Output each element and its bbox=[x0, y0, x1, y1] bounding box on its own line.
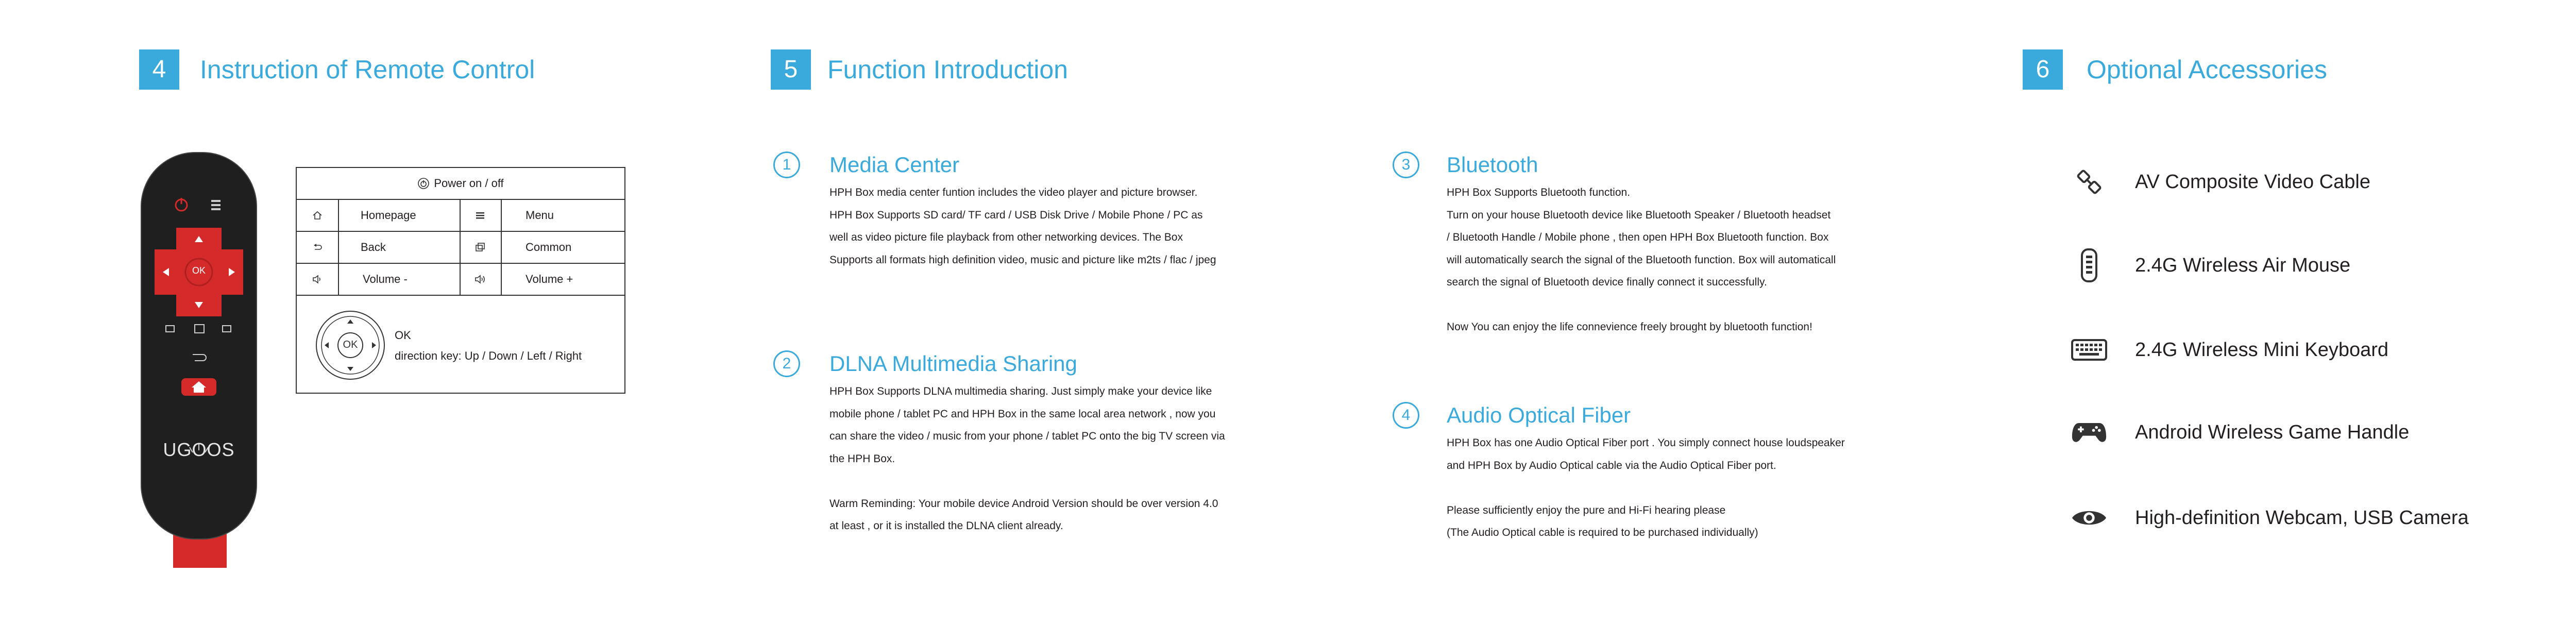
power-icon bbox=[417, 177, 430, 190]
text-line: Warm Reminding: Your mobile device Android Version should be over version 4.0 bbox=[829, 497, 1218, 510]
dlna-title: DLNA Multimedia Sharing bbox=[829, 351, 1077, 376]
text-line: the HPH Box. bbox=[829, 452, 895, 465]
text-line: HPH Box Supports DLNA multimedia sharing. Just simply make your device like bbox=[829, 385, 1212, 397]
webcam-icon bbox=[2071, 500, 2107, 536]
table-row bbox=[297, 200, 624, 232]
section-5-number: 5 bbox=[771, 49, 811, 90]
accessory-label: High-definition Webcam, USB Camera bbox=[2135, 507, 2469, 529]
text-line: well as video picture file playback from other networking devices. The Box bbox=[829, 231, 1183, 243]
accessory-item bbox=[2071, 164, 2370, 200]
text-line: at least , or it is installed the DLNA client already. bbox=[829, 520, 1063, 532]
accessory-item bbox=[2071, 332, 2388, 368]
accessory-label: 2.4G Wireless Mini Keyboard bbox=[2135, 339, 2389, 361]
keyboard-icon bbox=[2071, 332, 2107, 368]
text-line: Please sufficiently enjoy the pure and Hi-Fi hearing please bbox=[1447, 504, 1726, 516]
power-label: Power on / off bbox=[434, 177, 504, 190]
bluetooth-title: Bluetooth bbox=[1447, 153, 1538, 177]
function-number-2: 2 bbox=[773, 350, 800, 377]
menu-label: Menu bbox=[526, 209, 554, 222]
homepage-label: Homepage bbox=[361, 209, 416, 222]
text-line: and HPH Box by Audio Optical cable via the Audio Optical Fiber port. bbox=[1447, 459, 1776, 471]
back-label: Back bbox=[361, 241, 386, 254]
accessory-item bbox=[2071, 500, 2469, 536]
section-6-number: 6 bbox=[2023, 49, 2063, 90]
ok-label: OK bbox=[395, 329, 411, 342]
text-line: / Bluetooth Handle / Mobile phone , then open HPH Box Bluetooth function. Box bbox=[1447, 231, 1829, 243]
function-number-1: 1 bbox=[773, 151, 800, 178]
audio-optical-title: Audio Optical Fiber bbox=[1447, 403, 1631, 427]
direction-pad-icon bbox=[314, 309, 386, 381]
remote-logo: UGOOS bbox=[163, 439, 235, 460]
text-line: mobile phone / tablet PC and HPH Box in the same local area network , now you bbox=[829, 408, 1216, 420]
text-line: Now You can enjoy the life connevience freely brought by bluetooth function! bbox=[1447, 321, 1812, 333]
accessory-label: AV Composite Video Cable bbox=[2135, 171, 2370, 193]
media-center-title: Media Center bbox=[829, 153, 960, 177]
direction-key-label: direction key: Up / Down / Left / Right bbox=[395, 349, 582, 362]
ok-center-label: OK bbox=[343, 339, 358, 350]
text-line: HPH Box media center funtion includes the video player and picture browser. bbox=[829, 187, 1198, 198]
function-number-3: 3 bbox=[1393, 151, 1419, 178]
accessory-label: Android Wireless Game Handle bbox=[2135, 421, 2410, 443]
remote-key-table bbox=[296, 167, 625, 394]
audio-optical-text bbox=[1447, 432, 1845, 544]
text-line: Turn on your house Bluetooth device like Bluetooth Speaker / Bluetooth headset bbox=[1447, 209, 1831, 221]
cable-icon bbox=[2071, 164, 2107, 200]
text-line: (The Audio Optical cable is required to be purchased individually) bbox=[1447, 527, 1758, 538]
air-mouse-icon bbox=[2071, 247, 2107, 283]
section-4-title: Instruction of Remote Control bbox=[200, 55, 535, 84]
volume-up-icon bbox=[474, 273, 486, 285]
volume-up-label: Volume + bbox=[526, 273, 573, 285]
remote-ok-label: OK bbox=[192, 265, 206, 276]
back-icon bbox=[311, 241, 324, 254]
media-center-text bbox=[829, 181, 1216, 271]
volume-down-icon bbox=[311, 273, 324, 285]
accessory-item bbox=[2071, 247, 2350, 283]
text-line: will automatically search the signal of the Bluetooth function. Box will automaticall bbox=[1447, 254, 1836, 266]
text-line: HPH Box Supports SD card/ TF card / USB Disk Drive / Mobile Phone / PC as bbox=[829, 209, 1203, 221]
text-line: can share the video / music from your phone / tablet PC onto the big TV screen via bbox=[829, 430, 1225, 442]
accessory-label: 2.4G Wireless Air Mouse bbox=[2135, 254, 2351, 276]
table-row bbox=[297, 264, 624, 296]
volume-down-label: Volume - bbox=[363, 273, 408, 285]
section-6-title: Optional Accessories bbox=[2087, 55, 2327, 84]
function-number-4: 4 bbox=[1393, 402, 1419, 429]
text-line: HPH Box Supports Bluetooth function. bbox=[1447, 187, 1631, 198]
section-4-number: 4 bbox=[139, 49, 179, 90]
dlna-text bbox=[829, 380, 1225, 537]
text-line: search the signal of Bluetooth device finally connect it successfully. bbox=[1447, 276, 1767, 288]
table-row-ok bbox=[297, 296, 624, 393]
gamepad-icon bbox=[2071, 414, 2107, 450]
menu-icon bbox=[474, 209, 486, 222]
table-row-power bbox=[297, 168, 624, 200]
common-icon bbox=[474, 241, 486, 254]
text-line: HPH Box has one Audio Optical Fiber port . You simply connect house loudspeaker bbox=[1447, 437, 1845, 449]
home-icon bbox=[311, 209, 324, 222]
text-line: Supports all formats high definition video, music and picture like m2ts / flac / jpeg bbox=[829, 254, 1216, 266]
section-5-title: Function Introduction bbox=[827, 55, 1068, 84]
table-row bbox=[297, 232, 624, 264]
bluetooth-text bbox=[1447, 181, 1836, 339]
accessory-item bbox=[2071, 414, 2409, 450]
common-label: Common bbox=[526, 241, 572, 254]
remote-control-illustration bbox=[139, 150, 259, 568]
